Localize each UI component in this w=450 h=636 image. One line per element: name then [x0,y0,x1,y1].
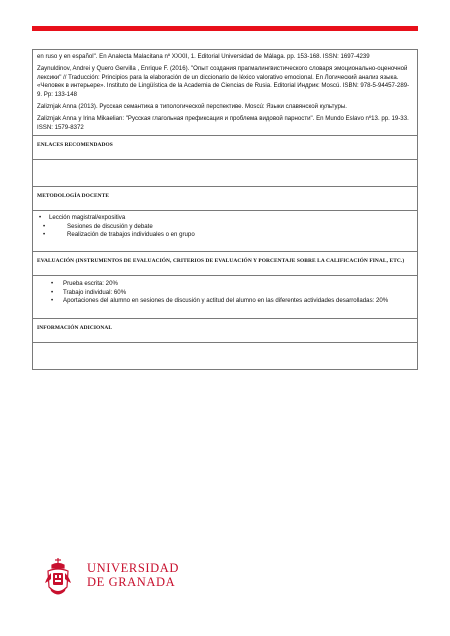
list-item: • Aportaciones del alumno en sesiones de discusión y actitud del alumno en las diferentes actividades desarrolladas: 20% [51,297,389,305]
section-heading-metodologia: METODOLOGÍA DOCENTE [33,187,418,211]
header-red-bar [32,26,418,31]
section-heading-enlaces: ENLACES RECOMENDADOS [33,136,418,160]
metodologia-list [37,214,413,239]
course-guide-table [32,49,418,370]
university-seal-icon [41,555,75,601]
university-logo [41,555,271,605]
evaluacion-content [33,276,418,318]
bibliography-cell [33,50,418,136]
reference-3: Zaliznjak Anna (2013). Русская семантика в типологической перспективе. Moscú: Языки славянской культуры. [37,103,347,111]
reference-1: en ruso y en español". En Analecta Malacitana nº XXXII, 1. Editorial Universidad de Málaga. pp. 153-168. ISSN: 1697-4239 [37,53,370,60]
list-item: • Trabajo individual: 60% [51,288,127,296]
list-item: • Prueba escrita: 20% [51,280,118,288]
list-item: • Lección magistral/expositiva [39,214,126,222]
section-heading-evaluacion: EVALUACIÓN (INSTRUMENTOS DE EVALUACIÓN, CRITERIOS DE EVALUACIÓN Y PORCENTAJE SOBRE LA CALIFICACIÓN FINAL, ETC.) [33,252,418,276]
list-item: • Realización de trabajos individuales o en grupo [43,231,195,239]
evaluacion-list [37,280,413,305]
university-name: UNIVERSIDAD DE GRANADA [87,561,180,589]
reference-4: Zaliznjak Anna y Irina Mikaelian: "Русская глагольная префиксация и проблема видовой парности". En Mundo Eslavo nº13. pp. 19-33. ISSN: 1579-8372 [37,115,409,131]
enlaces-content [33,160,418,187]
metodologia-content [33,211,418,252]
section-heading-informacion: INFORMACIÓN ADICIONAL [33,318,418,342]
list-item: • Sesiones de discusión y debate [43,222,153,230]
informacion-content [33,342,418,369]
reference-2: Zaynuldinov, Andrei y Quero Gervilla , Enrique F. (2016). "Опыт создания прагмалингвистического словаря эмоционально-оценочной лексики" // Traducción: Principios para la elaboración de un diccionario de léxico valorativo emocional. En Логический анализ языка. «Человек в интерьере». Instituto de Lingüística de la Academia de Ciencias de Rusia. Editorial Индрик: Moscú. ISBN: 978-5-94457-289-9. Pp: 133-148 [37,65,410,98]
